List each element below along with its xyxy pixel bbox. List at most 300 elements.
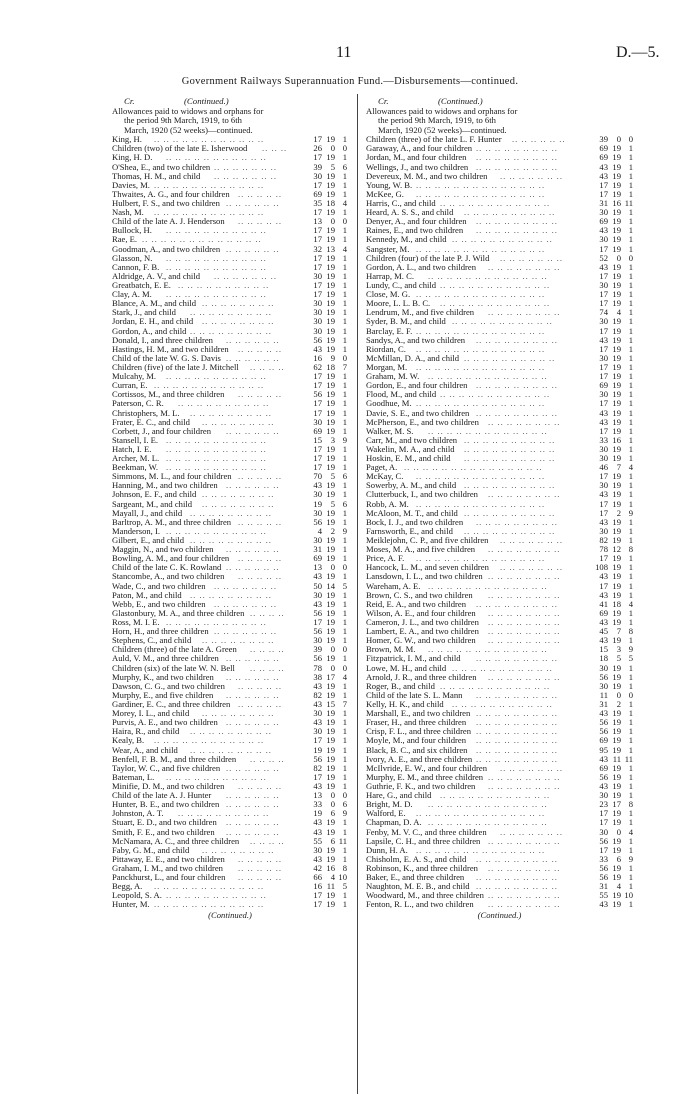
column-divider xyxy=(357,94,358,1094)
recipient-name: Black, B. C., and six children xyxy=(366,744,468,755)
amount-shillings: 19 xyxy=(326,544,335,555)
amount-pounds: 69 xyxy=(599,380,608,391)
amount-shillings: 19 xyxy=(612,188,621,199)
amount-pence: 1 xyxy=(628,617,633,628)
amount-shillings: 5 xyxy=(330,161,335,172)
recipient-name: Moses, M. A., and five children xyxy=(366,544,476,555)
amount-shillings: 19 xyxy=(612,371,621,382)
amount-pounds: 30 xyxy=(313,325,322,336)
recipient-name: Mulcahy, M. xyxy=(112,371,157,382)
recipient-name: Children (three) of the late L. F. Hunter xyxy=(366,134,502,145)
recipient-name: Children (six) of the late W. N. Bell xyxy=(112,662,235,673)
recipient-name: Devereux, M. M., and two children xyxy=(366,170,488,181)
leader-dots: .. .. .. .. .. .. .. .. .. .. .. xyxy=(452,316,553,327)
amount-pence: 9 xyxy=(342,808,347,819)
leader-dots: .. .. .. .. .. .. .. .. xyxy=(488,626,561,637)
amount-pounds: 30 xyxy=(599,525,608,536)
amount-pence: 1 xyxy=(628,425,633,436)
leader-dots: .. .. .. .. .. xyxy=(238,862,283,873)
amount-pence: 1 xyxy=(342,708,347,719)
amount-pounds: 17 xyxy=(313,453,322,464)
amount-pounds: 26 xyxy=(313,143,322,154)
leader-dots: .. .. .. .. .. .. .. .. .. .. .. xyxy=(166,152,267,163)
amount-shillings: 19 xyxy=(612,289,621,300)
amount-pence: 1 xyxy=(628,343,633,354)
leader-dots: .. .. .. .. .. .. .. .. .. xyxy=(190,589,272,600)
leader-dots: .. .. .. .. .. .. .. .. .. .. .. .. .. xyxy=(142,234,262,245)
amount-pence: 1 xyxy=(342,343,347,354)
amount-pence: 1 xyxy=(342,407,347,418)
amount-shillings: 5 xyxy=(330,471,335,482)
leader-dots: .. .. .. .. .. .. .. xyxy=(500,535,563,546)
amount-shillings: 12 xyxy=(612,544,621,555)
right-column xyxy=(366,96,633,920)
amount-pence: 1 xyxy=(342,607,347,618)
amount-pence: 1 xyxy=(628,635,633,646)
leader-dots: .. .. .. .. .. .. .. .. .. xyxy=(476,334,558,345)
amount-pounds: 30 xyxy=(313,726,322,737)
recipient-name: Webb, E., and two children xyxy=(112,598,206,609)
leader-dots: .. .. .. .. .. .. .. .. .. xyxy=(476,881,558,892)
amount-shillings: 19 xyxy=(326,298,335,309)
amount-pounds: 31 xyxy=(313,544,322,555)
amount-pence: 1 xyxy=(628,361,633,372)
amount-pence: 0 xyxy=(342,562,347,573)
leader-dots: .. .. .. .. .. .. .. .. .. .. xyxy=(464,434,556,445)
amount-pounds: 30 xyxy=(599,234,608,245)
amount-shillings: 19 xyxy=(326,234,335,245)
recipient-name: Fenton, R. L., and two children xyxy=(366,899,474,910)
amount-pounds: 43 xyxy=(313,717,322,728)
recipient-name: McNamara, A. C., and three children xyxy=(112,835,240,846)
amount-pounds: 69 xyxy=(313,425,322,436)
amount-pounds: 43 xyxy=(599,708,608,719)
amount-pounds: 30 xyxy=(313,416,322,427)
amount-pounds: 17 xyxy=(313,899,322,910)
amount-pence: 11 xyxy=(624,753,633,764)
amount-pence: 1 xyxy=(628,279,633,290)
leader-dots: .. .. .. .. .. .. .. .. xyxy=(488,307,561,318)
leader-dots: .. .. .. .. .. .. xyxy=(226,334,280,345)
leader-dots: .. .. .. .. .. .. .. .. .. .. .. xyxy=(166,289,267,300)
leader-dots: .. .. .. .. .. .. .. .. .. xyxy=(190,307,272,318)
amount-pence: 0 xyxy=(628,689,633,700)
recipient-name: Kelly, H. K., and child xyxy=(366,699,444,709)
amount-shillings: 19 xyxy=(326,307,335,318)
amount-shillings: 19 xyxy=(612,771,621,782)
amount-shillings: 19 xyxy=(326,371,335,382)
amount-shillings: 19 xyxy=(326,443,335,454)
amount-pence: 1 xyxy=(628,671,633,682)
leader-dots: .. .. .. .. .. .. .. xyxy=(214,170,277,181)
amount-shillings: 19 xyxy=(612,234,621,245)
amount-pounds: 30 xyxy=(313,635,322,646)
leader-dots: .. .. .. .. .. .. .. .. .. .. .. .. .. xyxy=(428,799,548,810)
amount-pounds: 17 xyxy=(599,325,608,336)
recipient-name: Wakelin, M. A., and child xyxy=(366,443,455,454)
recipient-name: Children (five) of the late J. Mitchell xyxy=(112,361,239,372)
recipient-name: Young, W. B. xyxy=(366,179,413,190)
amount-shillings: 19 xyxy=(326,617,335,628)
leader-dots: .. .. .. .. .. .. .. .. xyxy=(202,416,275,427)
amount-pence: 1 xyxy=(342,680,347,691)
recipient-name: McPherson, E., and two children xyxy=(366,416,479,427)
amount-pence: 0 xyxy=(628,134,633,145)
amount-pounds: 43 xyxy=(599,489,608,500)
amount-pence: 1 xyxy=(342,225,347,236)
amount-shillings: 19 xyxy=(326,817,335,828)
leader-dots: .. .. .. .. .. .. xyxy=(226,425,280,436)
amount-shillings: 2 xyxy=(616,507,621,518)
amount-pence: 1 xyxy=(628,261,633,272)
amount-pence: 1 xyxy=(628,471,633,482)
page-title: Government Railways Superannuation Fund.—Disbursements—continued. xyxy=(181,76,519,87)
leader-dots: .. .. .. .. .. .. .. .. .. .. .. .. xyxy=(154,735,265,746)
amount-pounds: 56 xyxy=(599,717,608,728)
amount-pence: 1 xyxy=(342,279,347,290)
amount-shillings: 19 xyxy=(326,780,335,791)
amount-pounds: 43 xyxy=(599,571,608,582)
leader-dots: .. .. .. .. .. xyxy=(238,343,283,354)
amount-pounds: 13 xyxy=(313,216,322,227)
amount-pence: 1 xyxy=(342,598,347,609)
amount-pence: 1 xyxy=(628,498,633,509)
leader-dots: .. .. .. .. .. .. .. .. .. .. .. xyxy=(452,662,553,673)
recipient-name: Maggin, N., and two children xyxy=(112,544,214,555)
leader-dots: .. .. .. .. .. .. xyxy=(226,671,280,682)
amount-pence: 1 xyxy=(628,571,633,582)
recipient-name: McKay, C. xyxy=(366,471,404,482)
leader-dots: .. .. .. .. .. .. xyxy=(226,799,280,810)
amount-shillings: 19 xyxy=(326,389,335,400)
leader-dots: .. .. .. .. .. .. .. .. .. .. .. .. .. xyxy=(428,580,548,591)
recipient-name: Stansell, I. E. xyxy=(112,434,159,445)
amount-shillings: 19 xyxy=(612,334,621,345)
recipient-name: Purvis, A. E., and two children xyxy=(112,717,218,728)
recipient-name: Murphy, K., and two children xyxy=(112,671,214,682)
leader-dots: .. .. .. .. .. .. .. xyxy=(500,252,563,263)
amount-pence: 1 xyxy=(628,352,633,363)
leader-dots: .. .. .. .. .. .. .. .. .. xyxy=(476,717,558,728)
amount-pounds: 43 xyxy=(313,780,322,791)
amount-pounds: 23 xyxy=(599,799,608,810)
amount-shillings: 19 xyxy=(612,899,621,910)
amount-shillings: 4 xyxy=(330,872,335,883)
leader-dots: .. .. .. .. .. .. .. .. .. xyxy=(476,598,558,609)
recipient-name: Aldridge, A. V., and child xyxy=(112,270,201,281)
leader-dots: .. .. .. .. .. .. .. .. xyxy=(202,635,275,646)
leader-dots: .. .. .. .. .. .. .. .. .. xyxy=(190,407,272,418)
amount-shillings: 19 xyxy=(612,671,621,682)
amount-pence: 4 xyxy=(342,197,347,208)
amount-shillings: 19 xyxy=(326,507,335,518)
amount-pence: 1 xyxy=(342,170,347,181)
leader-dots: .. .. .. .. .. .. .. .. .. .. .. .. xyxy=(154,881,265,892)
recipient-name: Christophers, M. L. xyxy=(112,407,180,418)
amount-shillings: 19 xyxy=(612,216,621,227)
recipient-name: Corbett, J., and four children xyxy=(112,425,212,436)
recipient-name: Gordon, E., and four children xyxy=(366,380,468,391)
recipient-name: Wade, C., and two children xyxy=(112,580,206,591)
intro-line: Allowances paid to widows and orphans for xyxy=(366,106,518,116)
amount-pence: 1 xyxy=(628,762,633,773)
leader-dots: .. .. .. .. .. xyxy=(238,216,283,227)
leader-dots: .. .. .. .. .. .. .. .. .. xyxy=(476,689,558,700)
amount-pounds: 17 xyxy=(599,425,608,436)
recipient-name: Roger, B., and child xyxy=(366,680,435,691)
amount-shillings: 19 xyxy=(612,207,621,218)
leader-dots: .. .. .. .. .. .. .. .. .. .. .. .. xyxy=(440,279,551,290)
leader-dots: .. .. .. .. .. xyxy=(238,699,283,709)
recipient-name: Wareham, A. E. xyxy=(366,580,421,591)
left-column xyxy=(112,96,348,920)
amount-pounds: 19 xyxy=(313,744,322,755)
recipient-name: Wear, A., and child xyxy=(112,744,178,755)
amount-shillings: 19 xyxy=(612,662,621,673)
amount-pence: 1 xyxy=(628,580,633,591)
leader-dots: .. .. .. .. .. .. xyxy=(226,480,280,491)
recipient-name: Garaway, A., and four children xyxy=(366,143,473,154)
recipient-name: Morgan, M. xyxy=(366,361,408,372)
amount-shillings: 19 xyxy=(612,790,621,801)
amount-pence: 1 xyxy=(628,453,633,464)
leader-dots: .. .. .. .. .. .. xyxy=(226,197,280,208)
intro-line: the period 9th March, 1919, to 6th xyxy=(378,115,496,126)
recipient-name: Mayall, J., and child xyxy=(112,507,183,518)
page-number: 11 xyxy=(336,44,352,61)
amount-shillings: 9 xyxy=(330,352,335,363)
amount-pence: 1 xyxy=(628,735,633,746)
recipient-name: Bullock, H. xyxy=(112,225,152,236)
amount-pence: 1 xyxy=(342,780,347,791)
amount-shillings: 2 xyxy=(616,699,621,709)
amount-pounds: 43 xyxy=(599,899,608,910)
recipient-name: Rae, E. xyxy=(112,234,138,245)
recipient-name: Harrap, M. C. xyxy=(366,270,414,281)
amount-shillings: 19 xyxy=(326,480,335,491)
amount-shillings: 19 xyxy=(612,808,621,819)
leader-dots: .. .. .. .. .. .. xyxy=(226,762,280,773)
recipient-name: Nash, M. xyxy=(112,207,144,218)
amount-shillings: 19 xyxy=(326,279,335,290)
leader-dots: .. .. .. .. .. .. .. .. .. .. .. .. .. xyxy=(428,371,548,382)
recipient-name: Gardiner, E. C., and three children xyxy=(112,699,231,709)
intro-line: March, 1920 (52 weeks)—continued. xyxy=(124,124,253,135)
amount-shillings: 19 xyxy=(326,252,335,263)
entry-list xyxy=(112,135,348,909)
amount-pounds: 17 xyxy=(599,270,608,281)
amount-shillings: 0 xyxy=(616,689,621,700)
leader-dots: .. .. .. .. .. .. .. .. xyxy=(202,489,275,500)
amount-pounds: 17 xyxy=(313,225,322,236)
leader-dots: .. .. .. .. .. .. .. .. .. xyxy=(190,744,272,755)
amount-pence: 1 xyxy=(342,398,347,409)
amount-pounds: 56 xyxy=(599,771,608,782)
amount-shillings: 0 xyxy=(330,799,335,810)
amount-pence: 1 xyxy=(628,699,633,709)
amount-shillings: 19 xyxy=(326,380,335,391)
amount-shillings: 19 xyxy=(326,890,335,901)
amount-shillings: 6 xyxy=(330,808,335,819)
leader-dots: .. .. .. xyxy=(262,143,288,154)
leader-dots: .. .. .. .. .. .. .. .. .. .. .. xyxy=(166,225,267,236)
amount-pence: 1 xyxy=(628,389,633,400)
recipient-name: Pittaway, E. E., and two children xyxy=(112,853,225,864)
amount-pounds: 30 xyxy=(599,352,608,363)
column-header xyxy=(112,96,348,107)
amount-shillings: 11 xyxy=(326,881,335,892)
amount-pounds: 30 xyxy=(599,389,608,400)
amount-pounds: 17 xyxy=(599,243,608,254)
amount-pounds: 43 xyxy=(599,261,608,272)
amount-shillings: 19 xyxy=(326,753,335,764)
amount-pounds: 43 xyxy=(599,407,608,418)
recipient-name: Bock, I. J., and two children xyxy=(366,516,464,527)
amount-pence: 8 xyxy=(628,544,633,555)
recipient-name: Hancock, L. M., and seven children xyxy=(366,562,489,573)
amount-pence: 1 xyxy=(342,516,347,527)
amount-pence: 1 xyxy=(628,325,633,336)
amount-shillings: 19 xyxy=(326,270,335,281)
amount-pounds: 30 xyxy=(313,270,322,281)
leader-dots: .. .. .. .. .. .. .. xyxy=(500,826,563,837)
amount-pounds: 69 xyxy=(599,143,608,154)
amount-pounds: 30 xyxy=(313,170,322,181)
leader-dots: .. .. .. .. .. .. .. .. .. .. .. xyxy=(166,890,267,901)
recipient-name: Glastonbury, M. A., and three children xyxy=(112,607,245,618)
amount-pence: 1 xyxy=(342,261,347,272)
amount-pence: 4 xyxy=(342,671,347,682)
amount-shillings: 19 xyxy=(326,607,335,618)
recipient-name: Brown, M. M. xyxy=(366,644,416,655)
amount-shillings: 19 xyxy=(612,361,621,372)
amount-pence: 1 xyxy=(342,425,347,436)
amount-pounds: 82 xyxy=(599,535,608,546)
leader-dots: .. .. .. .. .. .. .. .. .. .. .. xyxy=(166,453,267,464)
leader-dots: .. .. .. .. .. .. .. .. .. .. .. .. xyxy=(440,389,551,400)
recipient-name: King, H. D. xyxy=(112,152,153,163)
recipient-name: Meiklejohn, C. P., and five children xyxy=(366,535,489,546)
amount-shillings: 19 xyxy=(612,717,621,728)
recipient-name: Paterson, C. R. xyxy=(112,398,164,409)
amount-pounds: 78 xyxy=(313,662,322,673)
amount-pounds: 74 xyxy=(599,307,608,318)
leader-dots: .. .. .. .. .. .. .. .. .. xyxy=(190,726,272,737)
leader-dots: .. .. .. .. .. .. .. .. xyxy=(202,316,275,327)
recipient-name: Guthrie, F. K., and two children xyxy=(366,780,476,791)
recipient-name: Goodman, A., and two children xyxy=(112,243,221,254)
amount-shillings: 19 xyxy=(612,325,621,336)
amount-pounds: 41 xyxy=(599,598,608,609)
amount-shillings: 19 xyxy=(612,498,621,509)
amount-pence: 1 xyxy=(342,744,347,755)
amount-pounds: 17 xyxy=(599,498,608,509)
amount-pence: 1 xyxy=(628,780,633,791)
amount-pence: 1 xyxy=(628,726,633,737)
recipient-name: Hare, G., and child xyxy=(366,790,432,801)
amount-pounds: 43 xyxy=(313,826,322,837)
leader-dots: .. .. .. .. .. .. .. .. .. .. .. xyxy=(166,462,267,473)
amount-shillings: 19 xyxy=(612,817,621,828)
amount-pounds: 17 xyxy=(599,817,608,828)
amount-shillings: 19 xyxy=(326,844,335,855)
recipient-name: Riordan, C. xyxy=(366,343,406,354)
amount-pence: 4 xyxy=(628,462,633,473)
amount-pounds: 30 xyxy=(599,443,608,454)
amount-shillings: 19 xyxy=(612,680,621,691)
recipient-name: Gordon, A. L., and two children xyxy=(366,261,477,272)
amount-pence: 1 xyxy=(342,626,347,637)
leader-dots: .. .. .. .. .. .. .. .. xyxy=(488,489,561,500)
amount-pounds: 35 xyxy=(313,197,322,208)
recipient-name: McMillan, D. A., and child xyxy=(366,352,460,363)
leader-dots: .. .. .. .. .. .. xyxy=(226,562,280,573)
recipient-name: Lundy, C., and child xyxy=(366,279,437,290)
amount-pounds: 33 xyxy=(599,434,608,445)
leader-dots: .. .. .. .. .. .. .. xyxy=(500,762,563,773)
leader-dots: .. .. .. .. .. .. .. .. .. .. .. xyxy=(166,434,267,445)
amount-pence: 1 xyxy=(342,207,347,218)
amount-pounds: 19 xyxy=(313,498,322,509)
amount-pence: 1 xyxy=(342,316,347,327)
amount-pence: 6 xyxy=(342,799,347,810)
amount-pounds: 78 xyxy=(599,544,608,555)
amount-pounds: 39 xyxy=(313,644,322,655)
amount-pence: 1 xyxy=(628,589,633,600)
amount-pounds: 69 xyxy=(599,216,608,227)
amount-pence: 1 xyxy=(342,380,347,391)
leader-dots: .. .. .. .. .. .. .. .. xyxy=(488,635,561,646)
amount-pence: 1 xyxy=(628,380,633,391)
amount-pence: 6 xyxy=(342,471,347,482)
recipient-name: Baker, E., and three children xyxy=(366,872,465,883)
leader-dots: .. .. .. .. .. .. .. .. .. xyxy=(476,225,558,236)
amount-pence: 1 xyxy=(342,307,347,318)
recipient-name: Stark, J., and child xyxy=(112,307,176,318)
amount-pounds: 38 xyxy=(313,671,322,682)
recipient-name: King, H. xyxy=(112,134,142,145)
leader-dots: .. .. .. .. .. .. .. .. xyxy=(488,416,561,427)
amount-shillings: 0 xyxy=(330,662,335,673)
amount-shillings: 19 xyxy=(612,553,621,564)
amount-shillings: 19 xyxy=(612,607,621,618)
amount-shillings: 5 xyxy=(616,653,621,664)
amount-shillings: 19 xyxy=(326,717,335,728)
amount-pence: 1 xyxy=(628,371,633,382)
amount-pence: 1 xyxy=(628,480,633,491)
amount-pounds: 30 xyxy=(599,279,608,290)
recipient-name: Jordan, E. H., and child xyxy=(112,316,194,327)
recipient-name: Child of the late S. L. Mann xyxy=(366,689,463,700)
amount-shillings: 17 xyxy=(326,671,335,682)
amount-pounds: 56 xyxy=(599,862,608,873)
amount-shillings: 19 xyxy=(326,708,335,719)
recipient-name: Lambert, E. A., and two children xyxy=(366,626,479,637)
amount-pence: 1 xyxy=(628,535,633,546)
amount-pence: 1 xyxy=(628,817,633,828)
amount-pence: 1 xyxy=(628,225,633,236)
amount-shillings: 19 xyxy=(326,571,335,582)
leader-dots: .. .. .. .. .. xyxy=(238,872,283,883)
amount-pence: 1 xyxy=(342,635,347,646)
leader-dots: .. .. .. .. .. xyxy=(238,680,283,691)
amount-pounds: 30 xyxy=(313,316,322,327)
recipient-name: Begg, A. xyxy=(112,881,143,892)
leader-dots: .. .. .. .. .. .. .. xyxy=(500,562,563,573)
amount-pounds: 50 xyxy=(313,580,322,591)
recipient-name: Curran, E. xyxy=(112,380,148,391)
amount-pence: 1 xyxy=(628,407,633,418)
